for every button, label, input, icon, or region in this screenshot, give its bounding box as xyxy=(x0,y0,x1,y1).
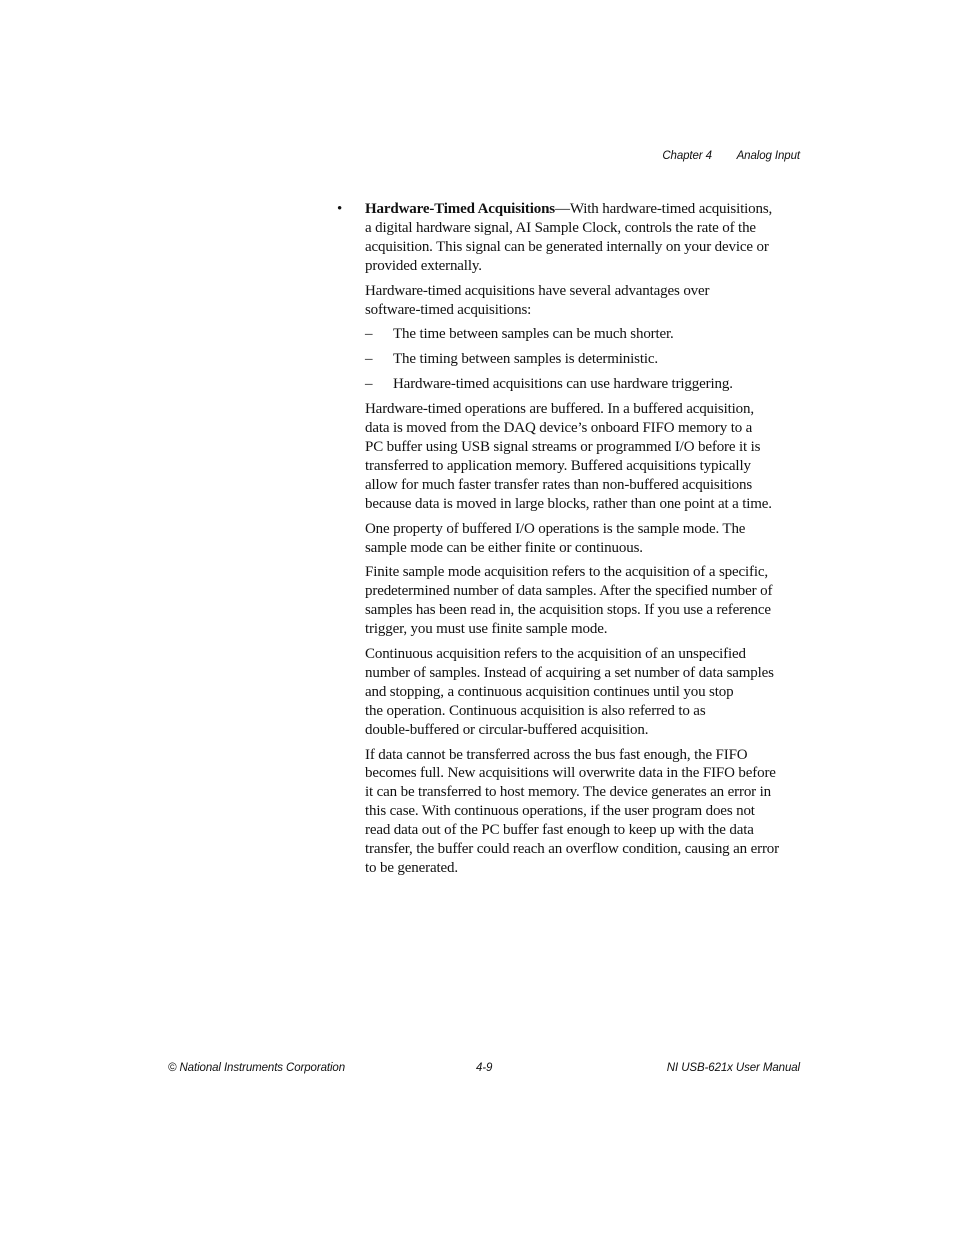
paragraph-sample-mode xyxy=(365,520,805,558)
advantage-text: The timing between samples is deterministic. xyxy=(393,351,659,368)
dash-glyph: – xyxy=(365,351,373,368)
page-number: 4-9 xyxy=(476,1062,493,1074)
text-line: One property of buffered I/O operations is the sample mode. The xyxy=(365,520,746,537)
text-line: Finite sample mode acquisition refers to the acquisition of a specific, xyxy=(365,564,768,581)
text-line: software-timed acquisitions: xyxy=(365,301,532,318)
bullet-line xyxy=(365,200,805,219)
text-line: allow for much faster transfer rates than non-buffered acquisitions xyxy=(365,476,753,493)
text-line: to be generated. xyxy=(365,860,458,876)
bullet-glyph: • xyxy=(337,201,343,217)
advantage-text: The time between samples can be much shorter. xyxy=(393,326,674,343)
advantage-item xyxy=(365,350,805,369)
paragraph-continuous-acquisition xyxy=(365,645,805,740)
bullet-intro-text: —With hardware-timed acquisitions, xyxy=(555,201,773,217)
text-line: Continuous acquisition refers to the acquisition of an unspecified xyxy=(365,646,746,663)
bullet-line: provided externally. xyxy=(365,257,482,274)
paragraph-buffered-operations xyxy=(365,400,805,513)
bullet-line: acquisition. This signal can be generated internally on your device or xyxy=(365,238,769,255)
text-line: read data out of the PC buffer fast enough to keep up with the data xyxy=(365,822,754,839)
advantage-item xyxy=(365,325,805,344)
page-footer xyxy=(168,1062,800,1078)
running-header xyxy=(662,150,800,162)
text-line: predetermined number of data samples. After the specified number of xyxy=(365,583,773,600)
bullet-paragraph xyxy=(337,200,805,276)
text-line: number of samples. Instead of acquiring a set number of data samples xyxy=(365,664,774,681)
dash-glyph: – xyxy=(365,376,373,393)
dash-glyph: – xyxy=(365,326,373,343)
chapter-label: Chapter 4 xyxy=(662,150,712,162)
text-line: sample mode can be either finite or continuous. xyxy=(365,539,643,556)
section-title: Analog Input xyxy=(736,150,800,162)
text-line: the operation. Continuous acquisition is also referred to as xyxy=(365,702,706,719)
paragraph-fifo-overflow xyxy=(365,746,805,878)
page-body xyxy=(337,200,805,884)
text-line: Hardware-timed operations are buffered. In a buffered acquisition, xyxy=(365,401,754,418)
advantages-intro xyxy=(365,282,805,320)
text-line: double-buffered or circular-buffered acquisition. xyxy=(365,721,649,738)
text-line: this case. With continuous operations, if the user program does not xyxy=(365,803,755,820)
advantage-text: Hardware-timed acquisitions can use hardware triggering. xyxy=(393,376,733,393)
manual-title: NI USB-621x User Manual xyxy=(666,1062,800,1074)
text-line: becomes full. New acquisitions will overwrite data in the FIFO before xyxy=(365,765,776,782)
footer-copyright: © National Instruments Corporation xyxy=(168,1062,346,1074)
text-line: transfer, the buffer could reach an overflow condition, causing an error xyxy=(365,841,779,858)
text-line: Hardware-timed acquisitions have several advantages over xyxy=(365,282,710,299)
text-line: samples has been read in, the acquisition stops. If you use a reference xyxy=(365,602,771,619)
text-line: because data is moved in large blocks, rather than one point at a time. xyxy=(365,495,772,512)
text-line: data is moved from the DAQ device’s onboard FIFO memory to a xyxy=(365,420,753,437)
bullet-term: Hardware-Timed Acquisitions xyxy=(365,201,555,217)
text-line: If data cannot be transferred across the bus fast enough, the FIFO xyxy=(365,746,748,763)
text-line: trigger, you must use finite sample mode. xyxy=(365,621,608,638)
text-line: it can be transferred to host memory. The device generates an error in xyxy=(365,784,771,801)
text-line: PC buffer using USB signal streams or programmed I/O before it is xyxy=(365,438,761,455)
paragraph-finite-mode xyxy=(365,563,805,639)
text-line: and stopping, a continuous acquisition continues until you stop xyxy=(365,683,734,700)
text-line: transferred to application memory. Buffered acquisitions typically xyxy=(365,457,751,474)
bullet-line: a digital hardware signal, AI Sample Clock, controls the rate of the xyxy=(365,219,756,236)
advantage-item xyxy=(365,375,805,394)
